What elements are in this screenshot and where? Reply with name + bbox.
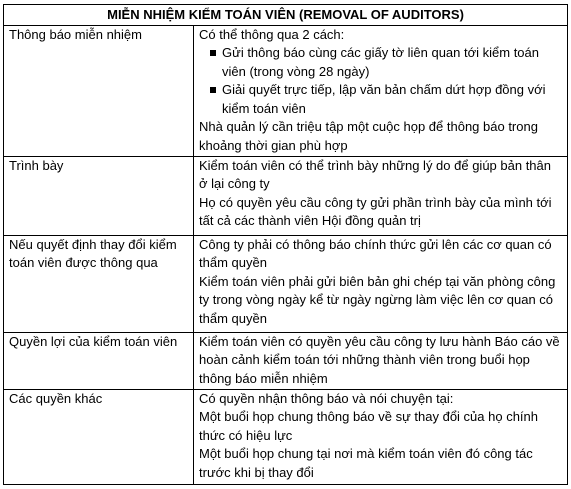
row-content xyxy=(194,25,568,156)
row-paragraph: Kiểm toán viên có thể trình bày những lý do để giúp bản thân ở lại công ty xyxy=(199,157,551,191)
row-label: Trình bày xyxy=(4,156,194,235)
row-content xyxy=(194,332,568,389)
row-label: Quyền lợi của kiểm toán viên xyxy=(4,332,194,389)
row-paragraph: Có quyền nhận thông báo và nói chuyện tại: xyxy=(199,390,454,406)
row-label: Các quyền khác xyxy=(4,389,194,484)
row-paragraph: Kiểm toán viên có quyền yêu cầu công ty lưu hành Báo cáo về hoàn cảnh kiểm toán tới những thành viên trong buổi họp thông báo miễn nhiệm xyxy=(199,333,560,386)
row-content xyxy=(194,389,568,484)
table-row xyxy=(4,389,568,484)
row-paragraph: Kiểm toán viên phải gửi biên bản ghi chép tại văn phòng công ty trong vòng ngày kể từ ngày ngừng làm việc lên cơ quan có thẩm quyền xyxy=(199,273,556,326)
row-content xyxy=(194,156,568,235)
bullet-list xyxy=(199,44,563,118)
table-row xyxy=(4,25,568,156)
row-label: Nếu quyết định thay đổi kiểm toán viên được thông qua xyxy=(4,235,194,332)
bullet-item: Giải quyết trực tiếp, lập văn bản chấm dứt hợp đồng với kiểm toán viên xyxy=(199,81,563,118)
table-row xyxy=(4,235,568,332)
auditor-removal-table xyxy=(3,4,568,485)
row-paragraph: Họ có quyền yêu cầu công ty gửi phần trình bày của mình tới tất cả các thành viên Hội đồng quản trị xyxy=(199,194,552,228)
bullet-item: Gửi thông báo cùng các giấy tờ liên quan tới kiểm toán viên (trong vòng 28 ngày) xyxy=(199,44,563,81)
row-paragraph: Nhà quản lý cần triệu tập một cuộc họp để thông báo trong khoảng thời gian phù hợp xyxy=(199,119,538,153)
table-row xyxy=(4,332,568,389)
table-title: MIỄN NHIỆM KIỂM TOÁN VIÊN (REMOVAL OF AUDITORS) xyxy=(4,5,568,26)
table-row xyxy=(4,156,568,235)
row-content xyxy=(194,235,568,332)
row-intro: Có thể thông qua 2 cách: xyxy=(199,26,345,42)
row-paragraph: Một buổi họp chung thông báo về sự thay đổi của họ chính thức có hiệu lực xyxy=(199,409,538,443)
row-paragraph: Một buổi họp chung tại nơi mà kiểm toán viên đó công tác trước khi bị thay đổi xyxy=(199,446,533,480)
row-label: Thông báo miễn nhiệm xyxy=(4,25,194,156)
table-title-row xyxy=(4,5,568,26)
row-paragraph: Công ty phải có thông báo chính thức gửi lên các cơ quan có thẩm quyền xyxy=(199,236,552,270)
